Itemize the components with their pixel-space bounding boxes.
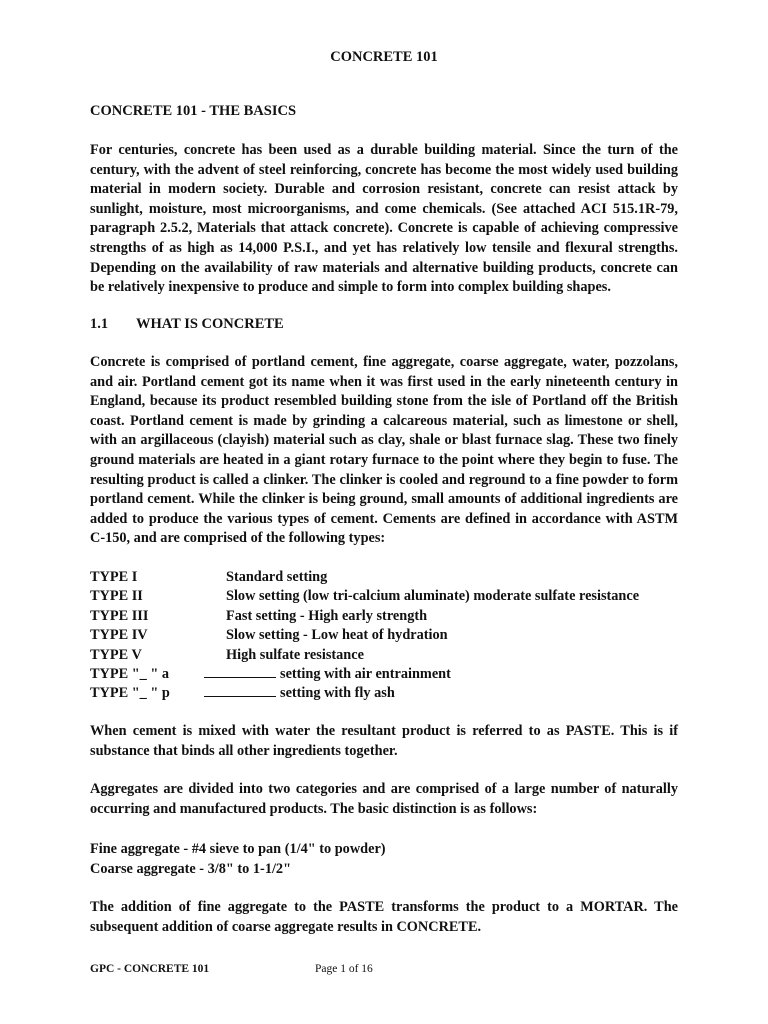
- cement-type-row: [90, 684, 639, 703]
- cement-type-name: TYPE III: [90, 607, 149, 624]
- cement-type-description: High sulfate resistance: [226, 646, 364, 663]
- cement-type-name: TYPE I: [90, 569, 138, 585]
- cement-type-description: setting with air entrainment: [280, 665, 451, 682]
- aggregates-paragraph: Aggregates are divided into two categories and are comprised of a large number of naturally occurring and manufactured products. The basic distinction is as follows:: [90, 781, 678, 817]
- document-title: CONCRETE 101: [330, 49, 438, 65]
- cement-type-name: TYPE "_ " a: [90, 665, 170, 682]
- cement-type-description: Slow setting - Low heat of hydration: [226, 627, 448, 644]
- cement-type-row: [90, 568, 639, 587]
- mortar-paragraph: The addition of fine aggregate to the PASTE transforms the product to a MORTAR. The subsequent addition of coarse aggregate results in CONCRETE.: [90, 899, 678, 935]
- cement-type-name: TYPE IV: [90, 627, 148, 644]
- cement-type-name: TYPE II: [90, 588, 143, 605]
- footer-page-number: Page 1 of 16: [315, 963, 373, 975]
- paste-paragraph: When cement is mixed with water the resultant product is referred to as PASTE. This is if substance that binds all other ingredients together.: [90, 723, 678, 759]
- fill-in-blank: [204, 665, 276, 678]
- cement-type-description: Fast setting - High early strength: [226, 607, 428, 624]
- subsection-number: 1.1: [90, 316, 109, 332]
- cement-type-description: Slow setting (low tri-calcium aluminate) moderate sulfate resistance: [226, 588, 640, 605]
- cement-type-row: [90, 626, 639, 645]
- cement-type-description: setting with fly ash: [280, 685, 395, 702]
- cement-type-row: [90, 665, 639, 684]
- cement-type-row: [90, 646, 639, 665]
- cement-type-name: TYPE "_ " p: [90, 685, 170, 702]
- cement-type-name: TYPE V: [90, 646, 142, 663]
- section-heading: CONCRETE 101 - THE BASICS: [90, 103, 297, 119]
- footer-document-name: GPC - CONCRETE 101: [90, 963, 210, 975]
- intro-paragraph: For centuries, concrete has been used as a durable building material. Since the turn of the century, with the advent of steel reinforcing, concrete has become the most widely used building material in modern society. Durable and corrosion resistant, concrete can resist attack by sunlight, moisture, most microorganisms, and come chemicals. (See attached ACI 515.1R-79, paragraph 2.5.2, Materials that attack concrete). Concrete is capable of achieving compressive strengths of as high as 14,000 P.S.I., and yet has relatively low tensile and flexural strengths. Depending on the availability of raw materials and alternative building products, concrete can be relatively inexpensive to produce and simple to form into complex building shapes.: [90, 142, 678, 296]
- cement-type-row: [90, 587, 639, 606]
- fill-in-blank: [204, 684, 276, 697]
- cement-types-list: [90, 568, 639, 704]
- cement-type-row: [90, 607, 639, 626]
- coarse-aggregate-line: Coarse aggregate - 3/8" to 1-1/2": [90, 860, 292, 877]
- what-is-concrete-paragraph: Concrete is comprised of portland cement, fine aggregate, coarse aggregate, water, pozzolans, and air. Portland cement got its name when it was first used in the early nineteenth century in England, because its product resembled building stone from the isle of Portland off the British coast. Portland cement is made by grinding a calcareous material, such as limestone or shell, with an argillaceous (clayish) material such as clay, shale or blast furnace slag. These two finely ground materials are heated in a giant rotary furnace to the point where they begin to fuse. The resulting product is called a clinker. The clinker is cooled and reground to a fine powder to form portland cement. While the clinker is being ground, small amounts of additional ingredients are added to produce the various types of cement. Cements are defined in accordance with ASTM C-150, and are comprised of the following types:: [90, 354, 678, 547]
- cement-type-description: Standard setting: [226, 569, 328, 585]
- subsection-title: WHAT IS CONCRETE: [136, 316, 284, 332]
- subsection-heading: [90, 316, 284, 333]
- fine-aggregate-line: Fine aggregate - #4 sieve to pan (1/4" to powder): [90, 841, 386, 857]
- aggregate-definitions: [90, 840, 386, 879]
